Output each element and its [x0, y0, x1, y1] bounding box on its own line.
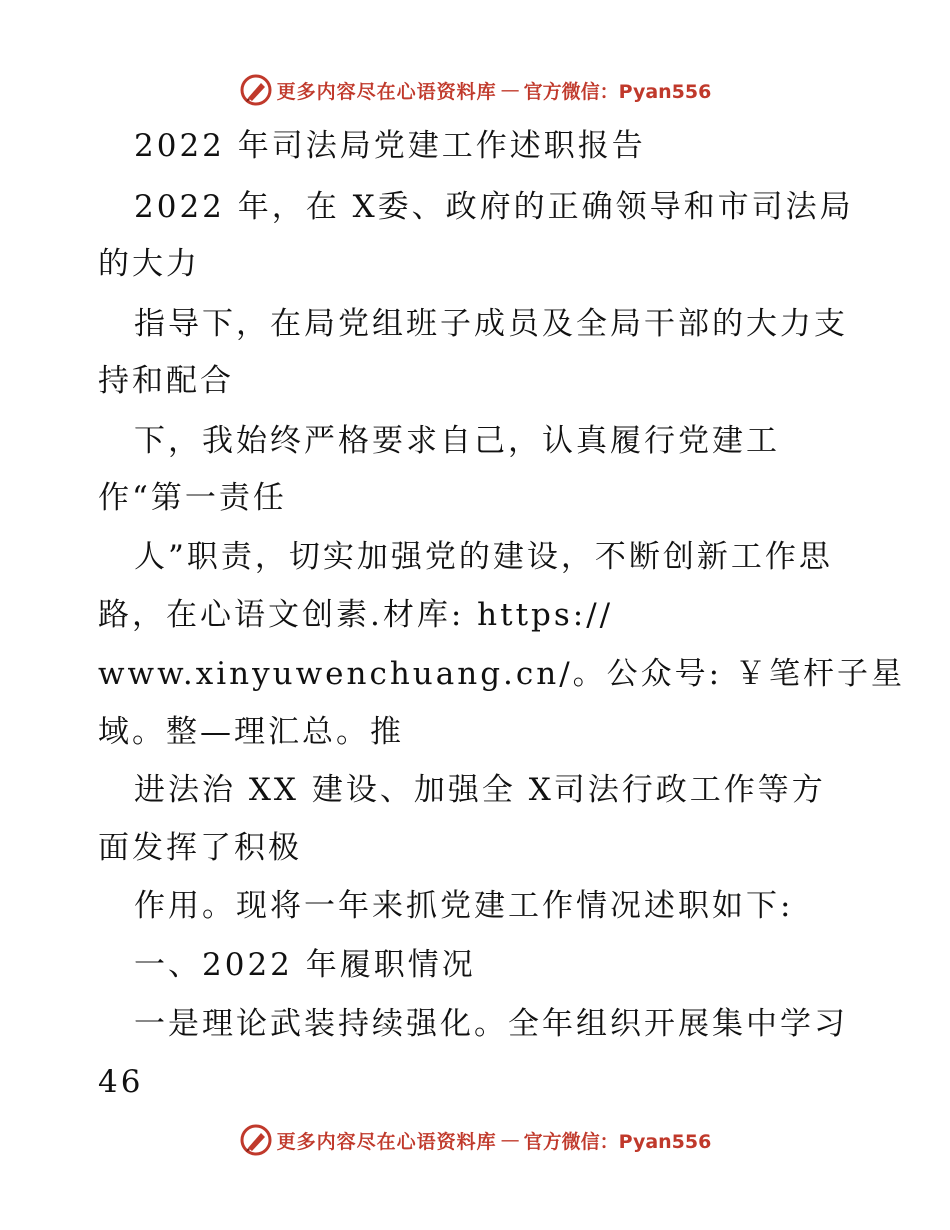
watermark-dash: — — [500, 1129, 520, 1151]
paragraph-line: 作用。现将一年来抓党建工作情况述职如下: — [134, 888, 794, 924]
paragraph-line: 进法治 XX 建设、加强全 X司法行政工作等方 — [134, 772, 826, 808]
paragraph-line: 2022 年，在 X委、政府的正确领导和市司法局 — [134, 189, 854, 225]
pen-logo-icon — [239, 73, 273, 107]
watermark-wechat: 官方微信：Pyan556 — [523, 80, 712, 103]
paragraph-line: 面发挥了积极 — [98, 830, 302, 866]
watermark-wechat: 官方微信：Pyan556 — [523, 1130, 712, 1153]
paragraph-line: 的大力 — [98, 246, 200, 282]
paragraph-line: 持和配合 — [98, 363, 234, 399]
watermark-banner-top — [0, 70, 950, 110]
paragraph-line: 人”职责，切实加强党的建设，不断创新工作思 — [134, 539, 833, 575]
paragraph-line: 作“第一责任 — [98, 480, 287, 516]
paragraph-line: 域。整—理汇总。推 — [98, 714, 404, 750]
paragraph-line: 下，我始终严格要求自己，认真履行党建工 — [134, 423, 780, 459]
section-heading: 一、2022 年履职情况 — [134, 947, 476, 983]
paragraph-line: 路，在心语文创素.材库: https:// — [98, 597, 614, 633]
watermark-banner-bottom — [0, 1120, 950, 1160]
document-title: 2022 年司法局党建工作述职报告 — [134, 128, 646, 164]
pen-logo-icon — [239, 1123, 273, 1157]
watermark-text: 更多内容尽在心语资料库 — [276, 1130, 497, 1153]
paragraph-line: www.xinyuwenchuang.cn/。公众号: ￥笔杆子星 — [98, 656, 905, 692]
watermark-dash: — — [500, 79, 520, 101]
paragraph-line: 46 — [98, 1064, 144, 1100]
paragraph-line: 指导下，在局党组班子成员及全局干部的大力支 — [134, 306, 848, 342]
watermark-text: 更多内容尽在心语资料库 — [276, 80, 497, 103]
paragraph-line: 一是理论武装持续强化。全年组织开展集中学习 — [134, 1006, 848, 1042]
